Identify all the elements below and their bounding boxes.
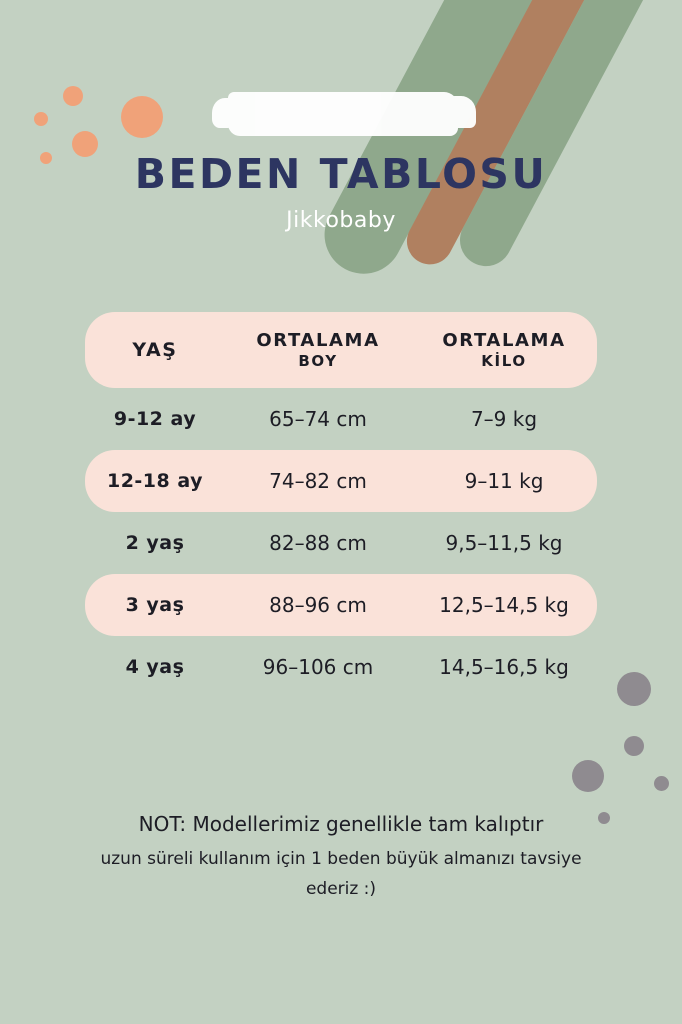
cell-height: 74–82 cm: [269, 469, 367, 493]
cell-weight: 7–9 kg: [470, 407, 538, 431]
page-title: BEDEN TABLOSU: [134, 150, 548, 198]
size-table: [85, 312, 597, 698]
table-row: [85, 512, 597, 574]
table-header-age: YAŞ: [132, 339, 178, 361]
cell-age: 3 yaş: [125, 594, 185, 616]
table-row: [85, 388, 597, 450]
cell-age: 9-12 ay: [113, 408, 197, 430]
grey-dot-icon: [624, 736, 644, 756]
cell-weight: 9–11 kg: [464, 469, 544, 493]
table-header-height-line1: ORTALAMA: [256, 329, 380, 351]
cell-weight: 9,5–11,5 kg: [445, 531, 563, 555]
cell-weight: 12,5–14,5 kg: [439, 593, 569, 617]
cell-height: 65–74 cm: [269, 407, 367, 431]
table-header-height-line2: BOY: [298, 351, 338, 370]
table-header-weight-line2: KİLO: [481, 351, 527, 370]
cell-height: 88–96 cm: [269, 593, 367, 617]
table-header-row: [85, 312, 597, 388]
cell-height: 82–88 cm: [269, 531, 367, 555]
poster-header: [0, 150, 682, 233]
cell-age: 2 yaş: [125, 532, 185, 554]
orange-dot-icon: [63, 86, 83, 106]
orange-dot-icon: [34, 112, 48, 126]
note-line-1: NOT: Modellerimiz genellikle tam kalıptır: [138, 812, 544, 836]
grey-dot-icon: [654, 776, 669, 791]
brand-name: Jikkobaby: [286, 208, 396, 233]
footer-note: [0, 812, 682, 903]
table-header-height: [225, 330, 411, 370]
table-row: [85, 574, 597, 636]
table-header-weight: [411, 330, 597, 370]
table-row: [85, 450, 597, 512]
table-header-weight-line1: ORTALAMA: [442, 329, 566, 351]
note-line-3: ederiz :): [305, 879, 377, 900]
grey-dot-icon: [572, 760, 604, 792]
cell-age: 12-18 ay: [106, 470, 203, 492]
grey-dot-icon: [617, 672, 651, 706]
white-brush-stroke-icon: [228, 92, 458, 136]
cell-height: 96–106 cm: [262, 655, 374, 679]
table-row: [85, 636, 597, 698]
cell-weight: 14,5–16,5 kg: [439, 655, 569, 679]
cell-age: 4 yaş: [125, 656, 185, 678]
orange-dot-icon: [121, 96, 163, 138]
note-line-2: uzun süreli kullanım için 1 beden büyük almanızı tavsiye: [100, 849, 582, 869]
